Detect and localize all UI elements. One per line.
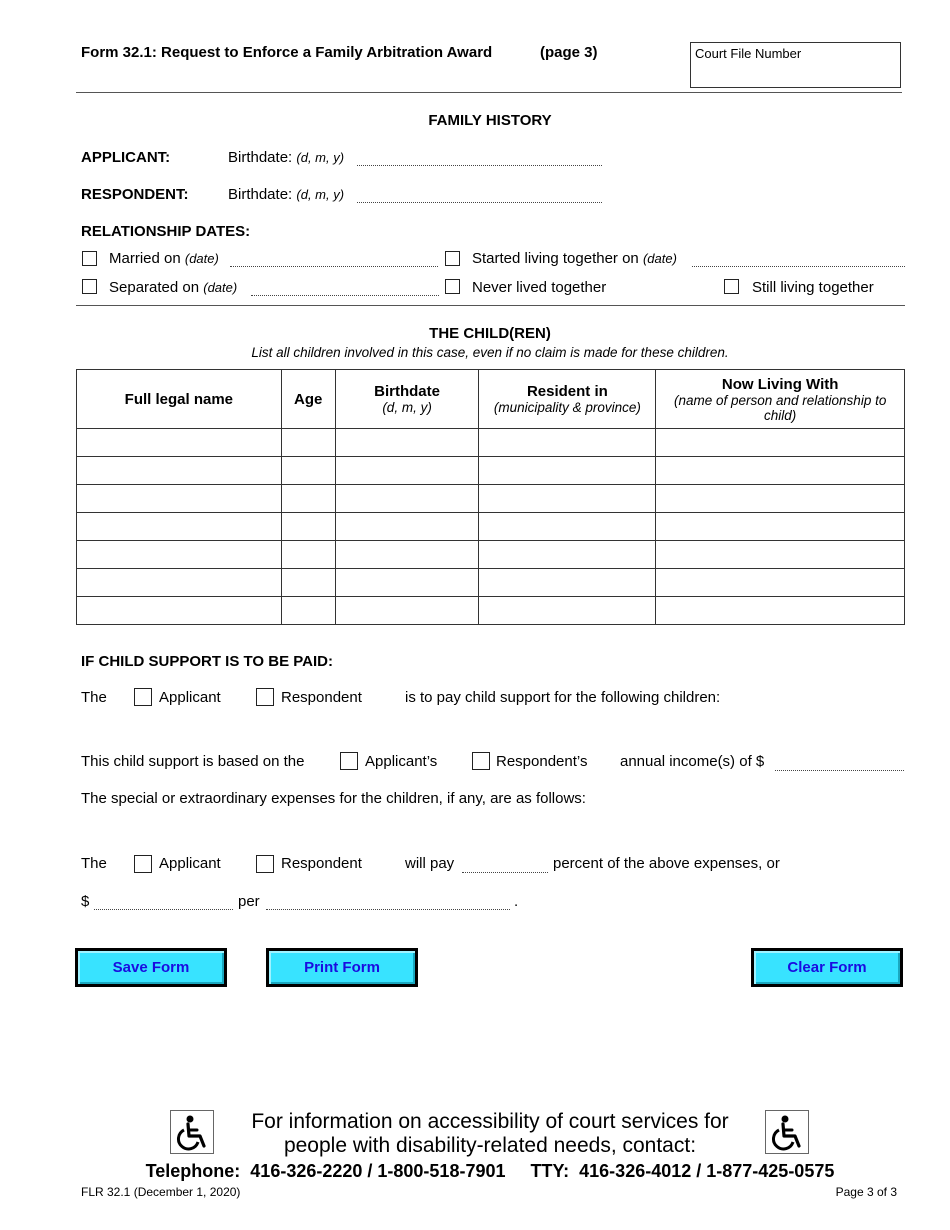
child-age-cell[interactable] [281, 597, 335, 625]
respondent-birthdate-field[interactable] [357, 202, 602, 203]
never-lived-checkbox[interactable] [445, 279, 460, 294]
court-file-number-label: Court File Number [695, 46, 802, 61]
child-living-with-cell[interactable] [656, 541, 905, 569]
income-respondent-label: Respondent’s [496, 753, 588, 770]
married-date-field[interactable] [230, 266, 438, 267]
children-heading: THE CHILD(REN) [429, 325, 551, 342]
applicant-birthdate-field[interactable] [357, 165, 602, 166]
child-name-cell[interactable] [77, 541, 282, 569]
child-living-with-cell[interactable] [656, 429, 905, 457]
child-birthdate-cell[interactable] [335, 597, 479, 625]
income-respondent-checkbox[interactable] [472, 752, 490, 770]
child-name-cell[interactable] [77, 569, 282, 597]
expenses-respondent-checkbox[interactable] [256, 855, 274, 873]
save-form-button[interactable]: Save Form [75, 948, 227, 987]
child-age-cell[interactable] [281, 429, 335, 457]
child-birthdate-cell[interactable] [335, 485, 479, 513]
print-form-button[interactable]: Print Form [266, 948, 418, 987]
family-history-divider [76, 305, 905, 306]
started-living-date-field[interactable] [692, 266, 905, 267]
wheelchair-icon [170, 1110, 214, 1154]
form-code: FLR 32.1 (December 1, 2020) [81, 1185, 241, 1199]
respondent-label: RESPONDENT: [81, 186, 189, 203]
still-living-checkbox[interactable] [724, 279, 739, 294]
expenses-respondent-label: Respondent [281, 855, 362, 872]
children-table [76, 369, 905, 625]
family-history-heading: FAMILY HISTORY [428, 112, 552, 129]
started-living-checkbox[interactable] [445, 251, 460, 266]
income-applicant-checkbox[interactable] [340, 752, 358, 770]
child-resident-cell[interactable] [479, 457, 656, 485]
percent-field[interactable] [462, 872, 548, 873]
special-expenses-text: The special or extraordinary expenses for the children, if any, are as follows: [81, 790, 586, 807]
child-name-cell[interactable] [77, 457, 282, 485]
percent-text: percent of the above expenses, or [553, 855, 780, 872]
col-now-living-with: Now Living With (name of person and relationship to child) [656, 370, 905, 429]
child-age-cell[interactable] [281, 457, 335, 485]
contact-line: Telephone: 416-326-2220 / 1-800-518-7901 TTY: 416-326-4012 / 1-877-425-0575 [145, 1161, 835, 1181]
separated-date-field[interactable] [251, 295, 439, 296]
child-name-cell[interactable] [77, 485, 282, 513]
col-age: Age [281, 370, 335, 429]
child-resident-cell[interactable] [479, 513, 656, 541]
child-age-cell[interactable] [281, 485, 335, 513]
will-pay-text: will pay [405, 855, 455, 872]
per-period-field[interactable] [266, 909, 510, 910]
separated-checkbox[interactable] [82, 279, 97, 294]
child-name-cell[interactable] [77, 513, 282, 541]
table-row [77, 457, 905, 485]
child-resident-cell[interactable] [479, 429, 656, 457]
child-birthdate-cell[interactable] [335, 513, 479, 541]
child-support-heading: IF CHILD SUPPORT IS TO BE PAID: [81, 653, 333, 670]
expenses-applicant-checkbox[interactable] [134, 855, 152, 873]
court-file-number-box[interactable] [690, 42, 901, 88]
child-living-with-cell[interactable] [656, 457, 905, 485]
child-birthdate-cell[interactable] [335, 429, 479, 457]
child-age-cell[interactable] [281, 541, 335, 569]
separated-label: Separated on (date) [109, 279, 238, 296]
applicant-birthdate-label: Birthdate: (d, m, y) [228, 149, 345, 166]
dollar-amount-field[interactable] [94, 909, 233, 910]
page-reference: (page 3) [540, 44, 598, 61]
wheelchair-icon [765, 1110, 809, 1154]
table-header-row [77, 370, 905, 429]
expenses-the-label: The [81, 855, 107, 872]
relationship-dates-heading: RELATIONSHIP DATES: [81, 223, 251, 240]
support-applicant-checkbox[interactable] [134, 688, 152, 706]
header-divider [76, 92, 902, 93]
table-row [77, 597, 905, 625]
started-living-label: Started living together on (date) [472, 250, 677, 267]
never-lived-label: Never lived together [472, 279, 607, 296]
expenses-applicant-label: Applicant [159, 855, 221, 872]
income-applicant-label: Applicant’s [365, 753, 438, 770]
clear-form-button[interactable]: Clear Form [751, 948, 903, 987]
child-birthdate-cell[interactable] [335, 541, 479, 569]
table-row [77, 541, 905, 569]
per-label: per [238, 893, 260, 910]
table-row [77, 485, 905, 513]
annual-income-text: annual income(s) of $ [620, 753, 765, 770]
child-name-cell[interactable] [77, 429, 282, 457]
dollar-label: $ [81, 893, 90, 910]
support-applicant-label: Applicant [159, 689, 221, 706]
still-living-label: Still living together [752, 279, 874, 296]
col-full-legal-name: Full legal name [77, 370, 282, 429]
col-birthdate: Birthdate (d, m, y) [335, 370, 479, 429]
child-living-with-cell[interactable] [656, 485, 905, 513]
child-living-with-cell[interactable] [656, 597, 905, 625]
child-birthdate-cell[interactable] [335, 569, 479, 597]
married-label: Married on (date) [109, 250, 219, 267]
child-resident-cell[interactable] [479, 485, 656, 513]
child-resident-cell[interactable] [479, 541, 656, 569]
respondent-birthdate-label: Birthdate: (d, m, y) [228, 186, 345, 203]
support-respondent-label: Respondent [281, 689, 362, 706]
children-subtitle: List all children involved in this case, even if no claim is made for these children. [251, 345, 729, 360]
accessibility-info: For information on accessibility of court services for people with disability-related needs, contact: [251, 1110, 729, 1157]
based-on-text: This child support is based on the [81, 753, 305, 770]
child-resident-cell[interactable] [479, 569, 656, 597]
page-number: Page 3 of 3 [835, 1185, 897, 1199]
table-row [77, 429, 905, 457]
married-checkbox[interactable] [82, 251, 97, 266]
form-title: Form 32.1: Request to Enforce a Family Arbitration Award [81, 44, 493, 61]
support-respondent-checkbox[interactable] [256, 688, 274, 706]
table-row [77, 569, 905, 597]
child-living-with-cell[interactable] [656, 513, 905, 541]
col-resident-in: Resident in (municipality & province) [479, 370, 656, 429]
child-age-cell[interactable] [281, 569, 335, 597]
child-name-cell[interactable] [77, 597, 282, 625]
annual-income-field[interactable] [775, 770, 904, 771]
applicant-label: APPLICANT: [81, 149, 171, 166]
support-the-label: The [81, 689, 107, 706]
child-resident-cell[interactable] [479, 597, 656, 625]
child-age-cell[interactable] [281, 513, 335, 541]
period-mark: . [514, 893, 519, 910]
child-living-with-cell[interactable] [656, 569, 905, 597]
child-birthdate-cell[interactable] [335, 457, 479, 485]
table-row [77, 513, 905, 541]
support-pay-text: is to pay child support for the following children: [405, 689, 721, 706]
